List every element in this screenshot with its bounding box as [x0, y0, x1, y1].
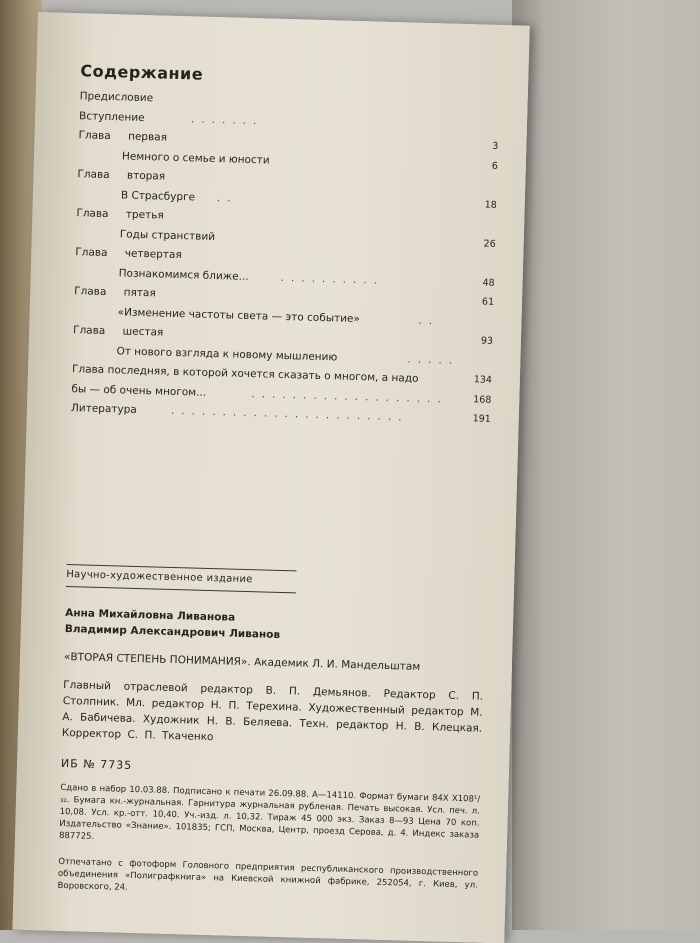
- toc-entry-label: Годы странствий: [119, 227, 216, 243]
- toc-leader-dots: .......: [190, 112, 264, 127]
- toc-entry-label: Немного о семье и юности: [121, 149, 270, 167]
- toc-title: Содержание: [80, 61, 204, 84]
- toc-entry-label: Глава четвертая: [75, 246, 182, 262]
- toc-list: [71, 90, 500, 433]
- toc-entry-page: 134: [473, 374, 493, 386]
- blank-space: [67, 422, 491, 576]
- toc-leader-dots: .......................: [170, 404, 409, 424]
- divider-bottom: [66, 586, 296, 593]
- ib-number: ИБ № 7735: [60, 756, 133, 772]
- facing-page: [512, 0, 700, 930]
- toc-entry-label: В Страсбурге: [120, 188, 196, 203]
- toc-entry-label: Вступление: [78, 109, 145, 124]
- toc-entry-label: Глава пятая: [74, 285, 156, 300]
- toc-entry-page: 48: [482, 277, 495, 289]
- toc-entry-page: 61: [481, 296, 495, 308]
- toc-entry-page: 26: [483, 238, 496, 250]
- author-name: Владимир Александрович Ливанов: [64, 622, 281, 641]
- toc-entry-page: 168: [473, 393, 492, 406]
- toc-leader-dots: ..........: [280, 271, 385, 287]
- page-content: [57, 61, 500, 903]
- toc-entry-label: Глава последняя, в которой хочется сказать о многом, а надо: [71, 363, 419, 385]
- printer-info: Отпечатано с фотоформ Головного предприятия республиканского производственного объединения «Полиграфкнига» на Киевской книжной фабрике, 252054, г. Киев, ул. Воровского, 24.: [57, 856, 479, 893]
- toc-entry-label: Познакомимся ближе...: [118, 266, 249, 283]
- toc-entry-page: 93: [480, 335, 494, 347]
- authors: [65, 604, 486, 648]
- colophon: [57, 564, 486, 904]
- toc-entry-page: 3: [492, 140, 499, 152]
- toc-entry-page: 191: [472, 413, 491, 425]
- toc-entry-label: От нового взгляда к новому мышлению: [116, 344, 338, 363]
- edition-type: Научно-художественное издание: [66, 568, 253, 585]
- toc-leader-dots: ...................: [251, 387, 448, 406]
- author-name: Анна Михайловна Ливанова: [65, 606, 236, 624]
- book-page: [12, 12, 529, 943]
- toc-entry-label: Глава шестая: [72, 324, 164, 339]
- editorial-credits: Главный отраслевой редактор В. П. Демьянов. Редактор С. П. Столпник. Мл. редактор Н. П. Терехина. Художественный редактор М. А. Бабичева. Художник Н. В. Беляева. Техн. редактор Н. В. Клецкая. Корректор С. П. Ткаченко: [61, 678, 484, 743]
- print-details: Сдано в набор 10.03.88. Подписано к печати 26.09.88. А—14110. Формат бумаги 84Х Х108¹/₃₂. Бумага кн.-журнальная. Гарнитура журнальная рубленая. Печать высокая. Усл. печ. л. 10,08. Усл. кр.-отт. 10,40. Уч.-изд. л. 10,32. Тираж 45 000 экз. Заказ 8—93 Цена 70 коп. Издательство «Знание». 101835; ГСП, Москва, Центр, проезд Серова, д. 4. Индекс заказа 887725.: [58, 782, 481, 842]
- toc-leader-dots: .....: [407, 352, 460, 367]
- toc-entry-label: Глава первая: [78, 129, 168, 144]
- toc-entry-label: Предисловие: [79, 90, 154, 105]
- toc-entry-label: Глава третья: [76, 207, 164, 222]
- toc-entry-page: 6: [491, 160, 499, 172]
- toc-entry-label: Глава вторая: [77, 168, 166, 183]
- toc-entry-label: Литература: [70, 402, 137, 416]
- book-title: «ВТОРАЯ СТЕПЕНЬ ПОНИМАНИЯ». Академик Л. И. Мандельштам: [63, 650, 421, 673]
- toc-leader-dots: ..: [216, 191, 238, 205]
- toc-leader-dots: ..: [418, 314, 440, 327]
- toc-entry-page: 18: [484, 199, 497, 211]
- toc-entry-label: «Изменение частоты света — это событие»: [117, 305, 361, 325]
- toc-entry-label: бы — об очень многом...: [71, 382, 207, 399]
